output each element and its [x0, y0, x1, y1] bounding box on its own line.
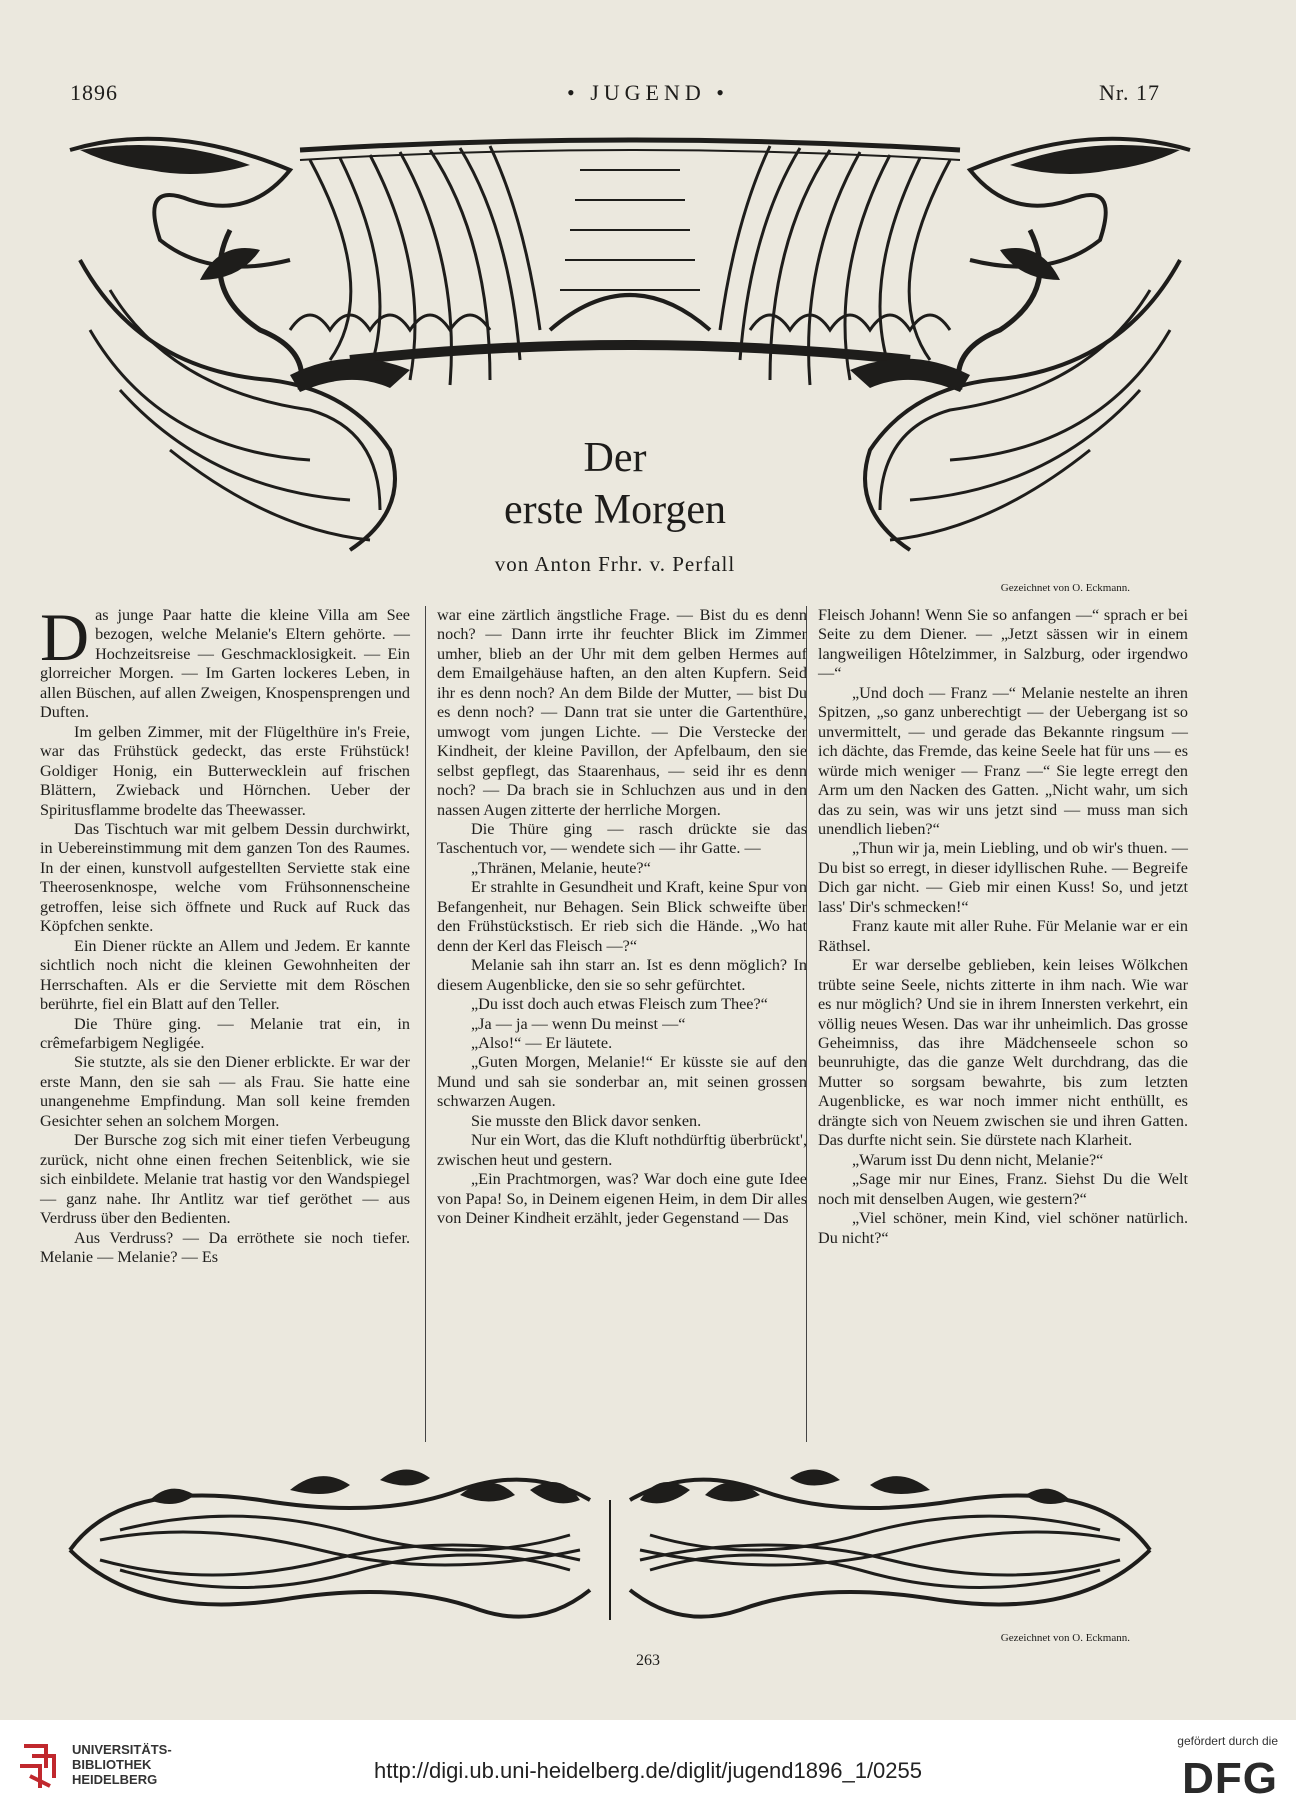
paragraph: Der Bursche zog sich mit einer tiefen Verbeugung zurück, nicht ohne einen frechen Seitenblick, wie sie sich einbildete. Melanie trat hastig vor den Wandspiegel — ganz nahe. Ihr Antlitz war tief geröthet — aus Verdruss über den Bedienten. — [40, 1131, 410, 1228]
illustration-credit-top: Gezeichnet von O. Eckmann. — [1000, 582, 1130, 594]
paragraph: Sie stutzte, als sie den Diener erblickte. Er war der erste Mann, den sie sah — als Frau. Sie hatte eine unangenehme Empfindung. Man soll keine fremden Gesichter sehen an solchem Morgen. — [40, 1053, 410, 1130]
article-byline: von Anton Frhr. v. Perfall — [494, 552, 736, 576]
paragraph: „Du isst doch auch etwas Fleisch zum Thee?“ — [471, 995, 768, 1014]
header-title: • JUGEND • — [567, 80, 729, 105]
paragraph: Melanie sah ihn starr an. Ist es denn möglich? In diesem Augenblicke, den sie so sehr gefürchtet. — [437, 956, 807, 994]
funded-by-label: gefördert durch die — [1177, 1734, 1278, 1748]
paragraph: Ein Diener rückte an Allem und Jedem. Er kannte sichtlich noch nicht die kleinen Gewohnheiten der Herrschaften. Als er die Serviette mit dem Röschen berührte, fiel ein Blatt auf den Teller. — [40, 936, 410, 1014]
paragraph: „Thränen, Melanie, heute?“ — [471, 858, 651, 877]
paragraph: „Und doch — Franz —“ Melanie nestelte an ihren Spitzen, „so ganz unberechtigt — der Uebergang ist so unvermittelt, — und gerade das Bekannte ringsum — ich dächte, das Fremde, das keine Seele hat für uns — es würde mich weniger — Franz —“ Sie legte erregt den Arm um den Nacken des Gatten. „Nicht wahr, um sich das zu sein, was wir uns jetzt sind — muss man sich unendlich lieben?“ — [818, 683, 1188, 838]
text-column-3 — [818, 606, 1188, 1248]
paragraph — [40, 599, 410, 723]
bottom-ornament-illustration — [60, 1460, 1160, 1630]
institution-line: UNIVERSITÄTS- — [72, 1742, 172, 1757]
paragraph: Nur ein Wort, das die Kluft nothdürftig überbrückt', zwischen heut und gestern. — [437, 1131, 807, 1169]
institution-line: HEIDELBERG — [72, 1772, 158, 1787]
text-column-2 — [437, 606, 807, 1229]
paragraph: „Also!“ — Er läutete. — [471, 1033, 613, 1052]
article-title-line-1: Der — [583, 435, 647, 481]
paragraph: „Guten Morgen, Melanie!“ Er küsste sie auf den Mund und sah sie sonderbar an, mit seinen grossen schwarzen Augen. — [437, 1053, 807, 1111]
paragraph: war eine zärtlich ängstliche Frage. — Bist du es denn noch? — Dann irrte ihr feuchter Blick im Zimmer umher, blieb an der Uhr mit dem gelben Hermes auf dem Emailgehäuse haften, an den alten Kupfern. Seid ihr es denn noch? An dem Bilde der Mutter, — bist Du es denn noch? — Dann trat sie unter die Gartenthüre, umwogt vom jungen Lichte. — Die Verstecke der Kindheit, der kleine Pavillon, der Apfelbaum, den sie selbst gepflegt, das Staarenhaus, — seid ihr es denn noch? — Da brach sie in Schluchzen aus und in den nassen Augen zitterte der herrliche Morgen. — [437, 606, 807, 819]
drop-cap: D — [40, 599, 90, 675]
paragraph: „Thun wir ja, mein Liebling, und ob wir's thuen. — Du bist so erregt, in dieser idyllischen Ruhe. — Begreife Dich gar nicht. — Gieb mir einen Kuss! So, und jetzt lass' Dir's schmecken!“ — [818, 839, 1188, 916]
paragraph: „Warum isst Du denn nicht, Melanie?“ — [852, 1150, 1104, 1169]
column-divider — [425, 606, 426, 1442]
institution-line: BIBLIOTHEK — [72, 1757, 152, 1772]
header-year: 1896 — [70, 80, 118, 105]
paragraph: Die Thüre ging — rasch drückte sie das Taschentuch vor, — wendete sich — ihr Gatte. — — [437, 819, 807, 858]
paragraph: Sie musste den Blick davor senken. — [471, 1111, 702, 1130]
paragraph: Die Thüre ging. — Melanie trat ein, in crêmefarbigem Negligée. — [40, 1014, 410, 1052]
paragraph: Das Tischtuch war mit gelbem Dessin durchwirkt, in Uebereinstimmung mit dem ganzen Ton des Raumes. In der einen, kunstvoll aufgestellten Serviette stak eine Theerosenknospe, welche vom Frühsonnenscheine getroffen, leise sich öffnete und Ruck auf Ruck das Köpfchen senkte. — [40, 819, 410, 936]
paragraph: Er war derselbe geblieben, kein leises Wölkchen trübte seine Seele, nichts zitterte in ihm nach. Wie war es nur möglich? Und sie in ihrem Innersten verkehrt, ein völlig neues Wesen. Das war ihr unheimlich. Das grosse Geheimniss, das ihre Mädchenseele schon so beunruhigte, das die ganze Welt durchdrang, das die Mutter so sorgsam bewahrte, bis zum letzten Augenblicke, es war noch immer nicht enthüllt, es drängte sich von Neuem zwischen sie und ihren Gatten. Das durfte nicht sein. Sie dürstete nach Klarheit. — [818, 956, 1188, 1150]
paragraph: Fleisch Johann! Wenn Sie so anfangen —“ sprach er bei Seite zu dem Diener. — „Jetzt sässen wir in einem langweiligen Hôtelzimmer, in Salzburg, oder irgendwo —“ — [818, 606, 1188, 683]
paragraph: Aus Verdruss? — Da erröthete sie noch tiefer. Melanie — Melanie? — Es — [40, 1228, 410, 1266]
footer-bar — [0, 1720, 1296, 1814]
page-number: 263 — [636, 1652, 660, 1669]
dfg-logo: DFG — [1182, 1754, 1278, 1803]
paragraph: „Viel schöner, mein Kind, viel schöner natürlich. Du nicht?“ — [818, 1209, 1188, 1247]
paragraph: Im gelben Zimmer, mit der Flügelthüre in's Freie, war das Frühstück gedeckt, das erste Frühstück! Goldiger Honig, ein Butterwecklein auf frischen Blättern, Zwieback und Hörnchen. Ueber der Spiritusflamme brodelte das Theewasser. — [40, 722, 410, 819]
header-issue: Nr. 17 — [1099, 80, 1160, 105]
paragraph: „Ja — ja — wenn Du meinst —“ — [471, 1014, 686, 1033]
paragraph: Franz kaute mit aller Ruhe. Für Melanie war er ein Räthsel. — [818, 917, 1188, 955]
illustration-credit-bottom: Gezeichnet von O. Eckmann. — [1000, 1632, 1130, 1644]
paragraph: „Sage mir nur Eines, Franz. Siehst Du die Welt noch mit denselben Augen, wie gestern?“ — [818, 1170, 1188, 1208]
paragraph-text: as junge Paar hatte die kleine Villa am See bezogen, welche Melanie's Eltern gehörte. — Hochzeitsreise — Geschmacklosigkeit. — Ein glorreicher Morgen. — Im Garten lockeres Leben, in allen Büschen, auf allen Zweigen, Knospensprengen und Duften. — [40, 606, 410, 722]
paragraph: „Ein Prachtmorgen, was? War doch eine gute Idee von Papa! So, in Deinem eigenen Heim, in dem Dir alles von Deiner Kindheit erzählt, jeder Gegenstand — Das — [437, 1170, 807, 1228]
text-column-1 — [40, 599, 410, 1267]
paragraph: Er strahlte in Gesundheit und Kraft, keine Spur von Befangenheit, nur Behagen. Sein Blick schweifte über den Frühstückstisch. Er rieb sich die Hände. „Wo hat denn der Kerl das Fleisch —?“ — [437, 878, 807, 955]
article-title-line-2: erste Morgen — [504, 487, 726, 533]
source-url-link[interactable]: http://digi.ub.uni-heidelberg.de/diglit/jugend1896_1/0255 — [374, 1758, 922, 1783]
